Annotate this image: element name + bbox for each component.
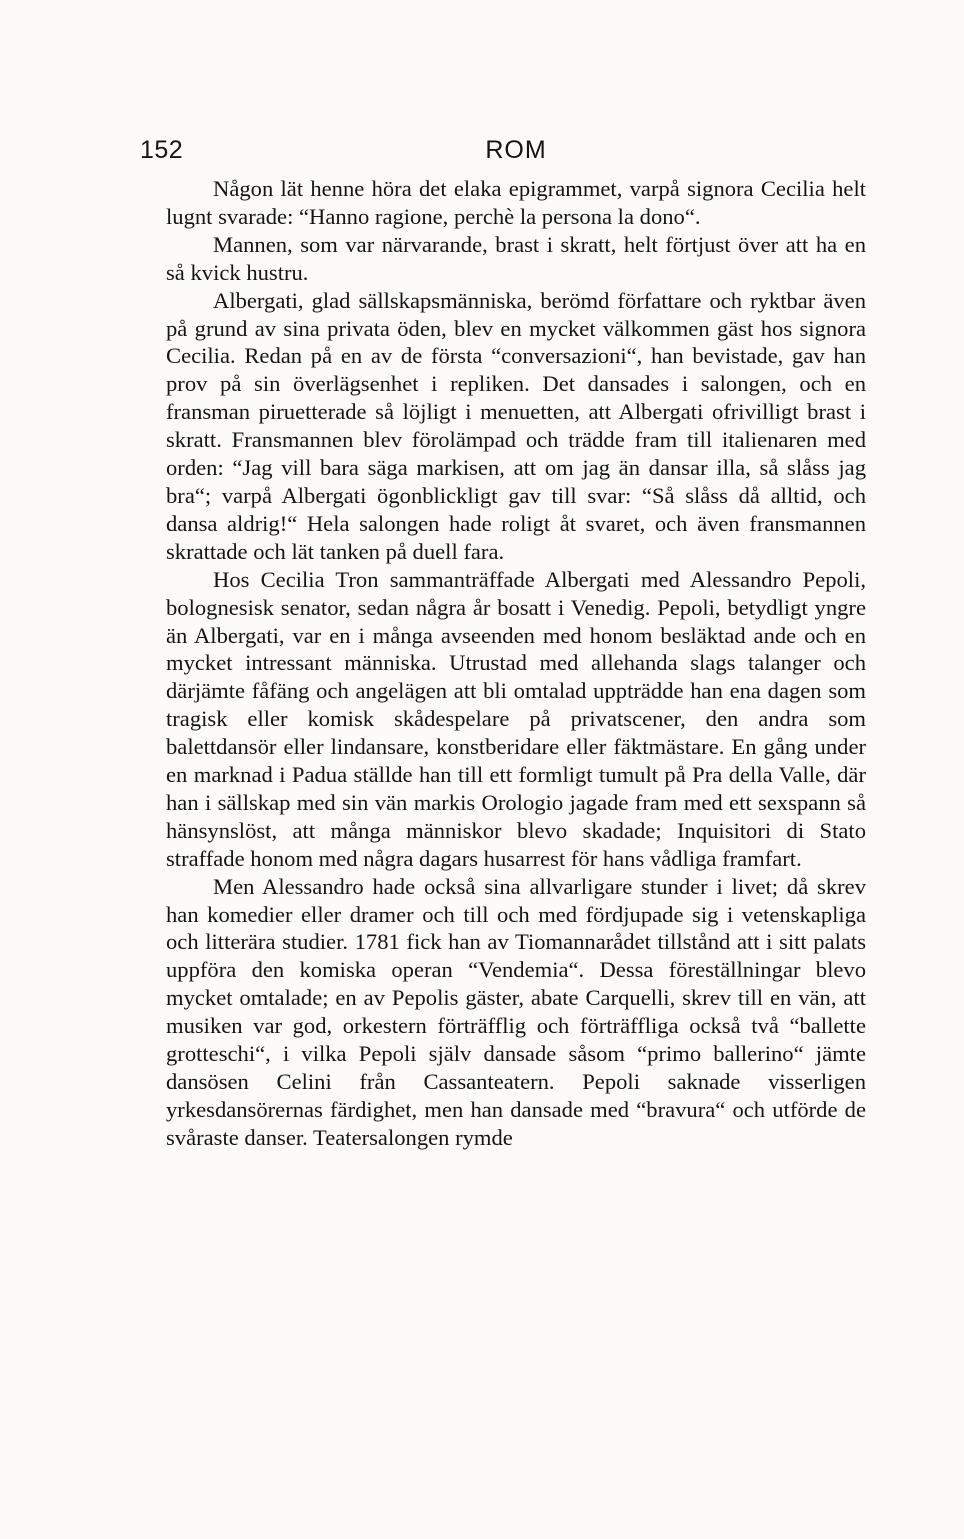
page-number: 152 xyxy=(140,136,184,164)
body-text xyxy=(166,175,866,1152)
paragraph: Mannen, som var närvarande, brast i skratt, helt förtjust över att ha en så kvick hustru. xyxy=(166,231,866,285)
page-header xyxy=(140,134,866,166)
paragraph: Men Alessandro hade också sina allvarligare stunder i livet; då skrev han komedier eller dramer och till och med fördjupade sig i vetenskapliga och litterära studier. 1781 fick han av Tiomannarådet tillstånd att i sitt palats uppföra den komiska operan “Vendemia“. Dessa föreställningar blevo mycket omtalade; en av Pepolis gäster, abate Carquelli, skrev till en vän, att musiken var god, orkestern förträfflig och förträffliga också två “ballette grotteschi“, i vilka Pepoli själv dansade såsom “primo ballerino“ jämte dansösen Celini från Cassanteatern. Pepoli saknade visserligen yrkesdansörernas färdighet, men han dansade med “bravura“ och utförde de svåraste danser. Teatersalongen rymde xyxy=(166,873,866,1150)
paragraph: Hos Cecilia Tron sammanträffade Albergati med Alessandro Pepoli, bolognesisk senator, sedan några år bosatt i Venedig. Pepoli, betydligt yngre än Albergati, var en i många avseenden med honom besläktad ande och en mycket intressant människa. Utrustad med allehanda slags talanger och därjämte fåfäng och angelägen att bli omtalad uppträdde han ena dagen som tragisk eller komisk skådespelare på privatscener, den andra som balettdansör eller lindansare, konstberidare eller fäktmästare. En gång under en marknad i Padua ställde han till ett formligt tumult på Pra della Valle, där han i sällskap med sin vän markis Orologio jagade fram med ett sexspann så hänsynslöst, att många människor blevo skadade; Inquisitori di Stato straffade honom med några dagars husarrest för hans vådliga framfart. xyxy=(166,566,866,871)
paragraph: Albergati, glad sällskapsmänniska, berömd författare och ryktbar även på grund av sina privata öden, blev en mycket välkommen gäst hos signora Cecilia. Redan på en av de första “conversazioni“, han bevistade, gav han prov på sin överlägsenhet i repliken. Det dansades i salongen, och en fransman piruetterade så löjligt i menuetten, att Albergati ofrivilligt brast i skratt. Fransmannen blev förolämpad och trädde fram till italienaren med orden: “Jag vill bara säga markisen, att om jag än dansar illa, så slåss jag bra“; varpå Albergati ögonblickligt gav till svar: “Så slåss då alltid, och dansa aldrig!“ Hela salongen hade roligt åt svaret, och även fransmannen skrattade och lät tanken på duell fara. xyxy=(166,287,866,564)
running-title: ROM xyxy=(485,136,547,164)
paragraph: Någon lät henne höra det elaka epigrammet, varpå signora Cecilia helt lugnt svarade: “Hanno ragione, perchè la persona la dono“. xyxy=(166,176,866,229)
